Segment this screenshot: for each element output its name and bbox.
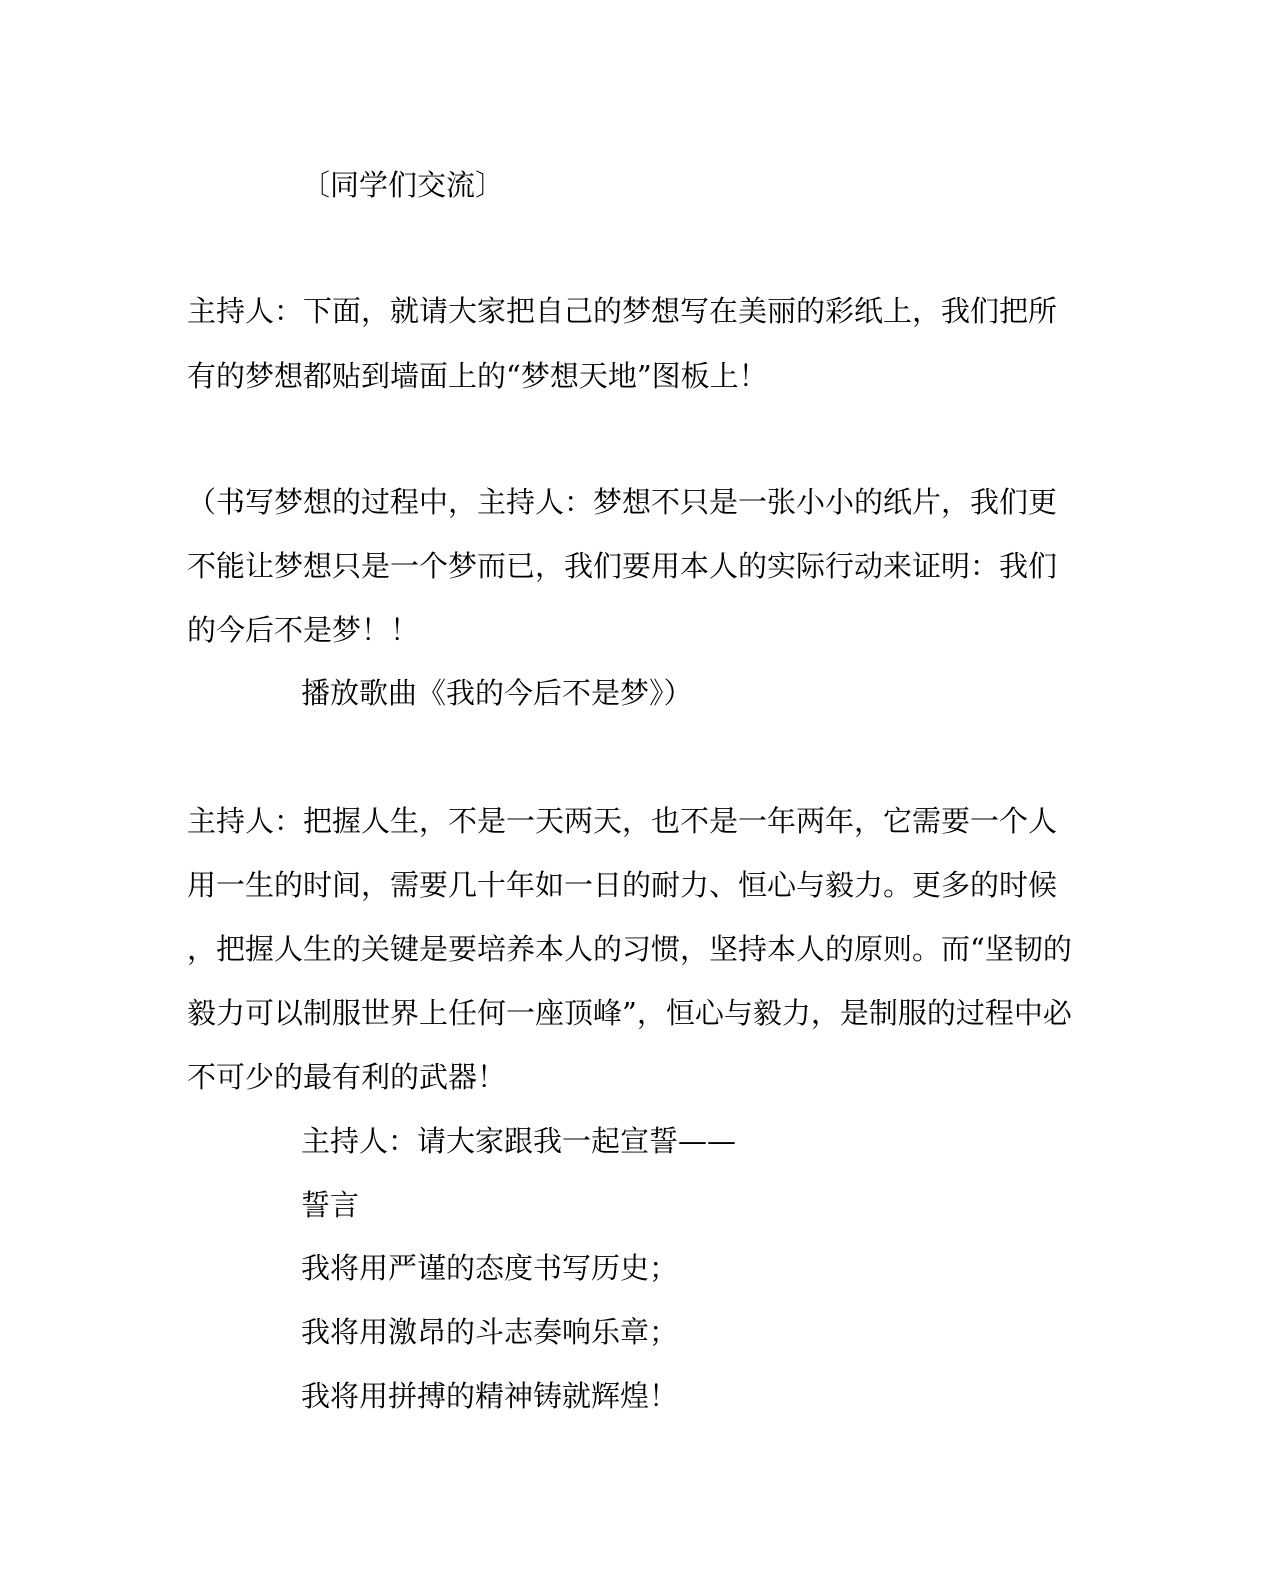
text-line: 我将用激昂的斗志奏响乐章； (301, 1315, 679, 1349)
text-line: 播放歌曲《我的今后不是梦》） (301, 676, 693, 710)
text-line: 主持人：下面，就请大家把自己的梦想写在美丽的彩纸上，我们把所 (187, 294, 1058, 328)
text-line: 不可少的最有利的武器！ (187, 1060, 507, 1094)
text-line: 有的梦想都贴到墙面上的“梦想天地”图板上！ (187, 359, 768, 393)
text-line: 的今后不是梦！！ (187, 613, 420, 647)
text-line: 主持人：请大家跟我一起宣誓—— (301, 1124, 737, 1158)
text-line: 主持人：把握人生，不是一天两天，也不是一年两年，它需要一个人 (187, 804, 1058, 838)
text-line: 誓言 (301, 1188, 360, 1222)
text-line: 我将用严谨的态度书写历史； (301, 1251, 679, 1285)
text-line: 〔同学们交流〕 (301, 168, 505, 202)
text-line: 不能让梦想只是一个梦而已，我们要用本人的实际行动来证明：我们 (187, 549, 1058, 583)
text-line: （书写梦想的过程中，主持人：梦想不只是一张小小的纸片，我们更 (187, 485, 1058, 519)
text-line: ，把握人生的关键是要培养本人的习惯，坚持本人的原则。而“坚韧的 (187, 932, 1072, 966)
text-line: 毅力可以制服世界上任何一座顶峰”，恒心与毅力，是制服的过程中必 (187, 996, 1072, 1030)
text-line: 我将用拼搏的精神铸就辉煌！ (301, 1379, 679, 1413)
text-line: 用一生的时间，需要几十年如一日的耐力、恒心与毅力。更多的时候 (187, 868, 1058, 902)
